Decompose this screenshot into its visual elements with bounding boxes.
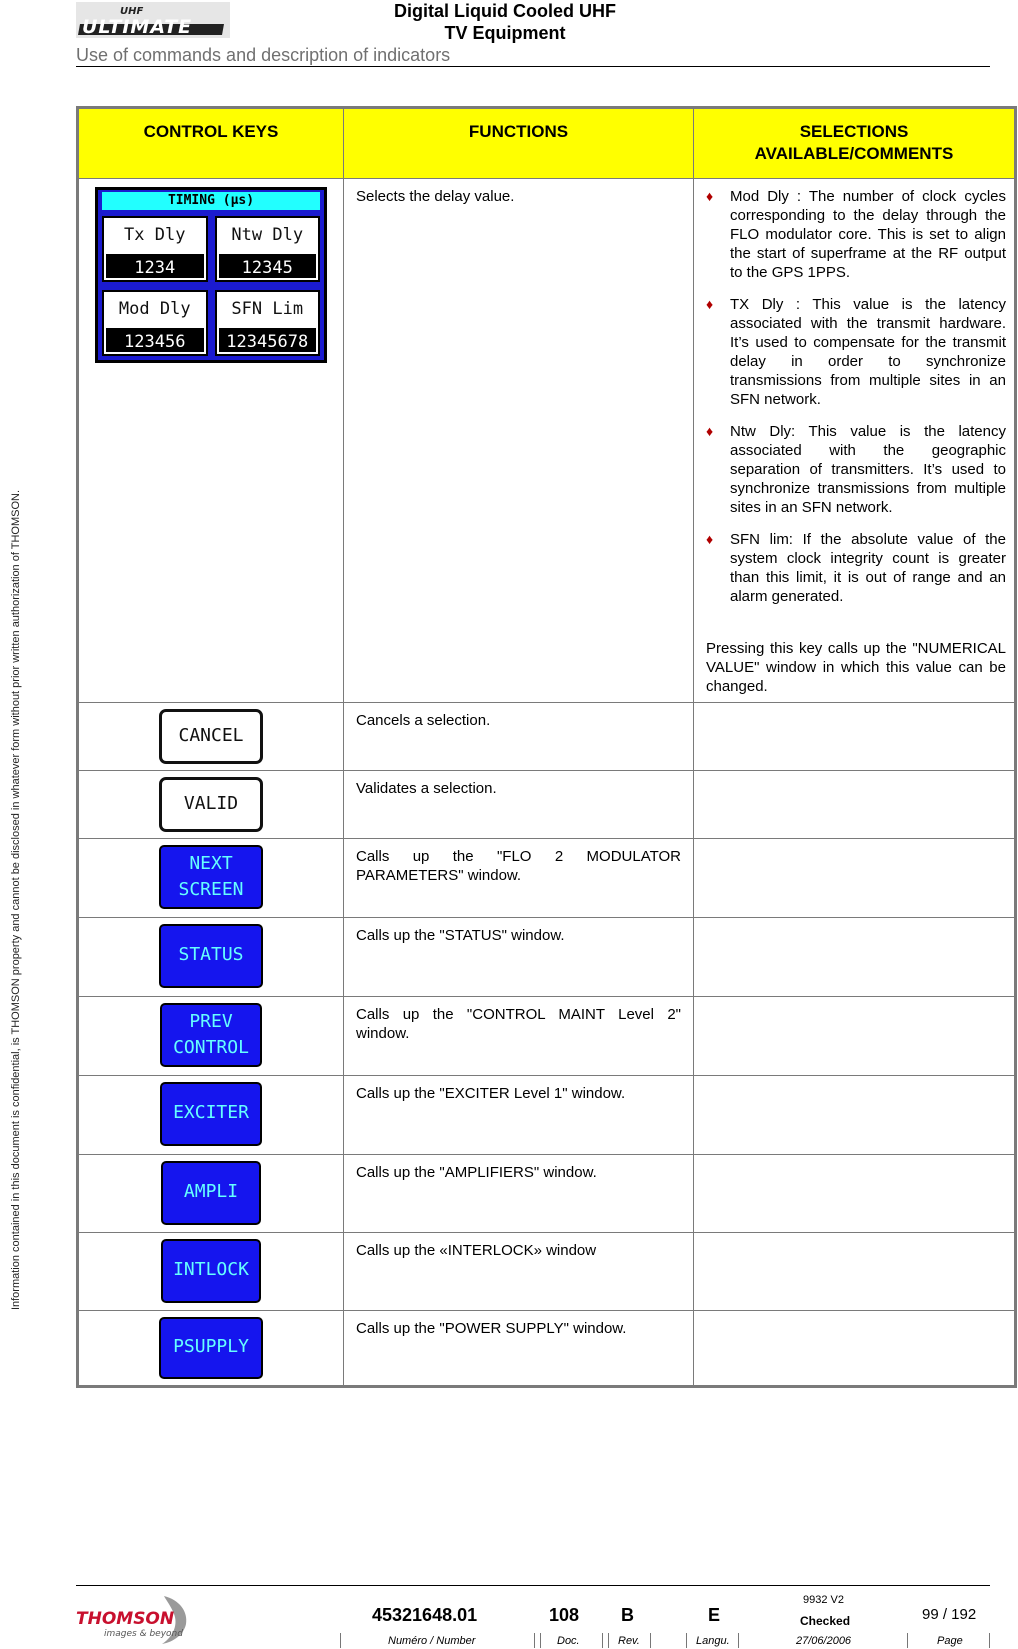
cancel-function: Cancels a selection. [344, 703, 694, 771]
timing-panel[interactable] [95, 187, 327, 363]
table-row [78, 997, 1016, 1076]
prev-control-key-cell [78, 997, 344, 1076]
footer-labels [340, 1633, 990, 1649]
diamond-bullet-icon: ♦ [706, 423, 714, 439]
timing-panel-title: TIMING (µs) [102, 192, 320, 210]
list-item: ♦ Mod Dly : The number of clock cycles corresponding to the delay through the FLO modulator core. This is set to align the start of superframe at the RF output to the GPS 1PPS. [706, 188, 1006, 281]
document-subtitle: Use of commands and description of indicators [76, 45, 451, 65]
thomson-tagline-text: images & beyond [104, 1629, 183, 1639]
header-selections: SELECTIONS AVAILABLE/COMMENTS [694, 108, 1016, 179]
sfn-lim-cell[interactable] [215, 290, 321, 356]
ntw-dly-cell[interactable] [215, 216, 321, 282]
sfn-lim-label: SFN Lim [217, 292, 319, 326]
psupply-function: Calls up the "POWER SUPPLY" window. [344, 1311, 694, 1387]
list-item: ♦ TX Dly : This value is the latency associated with the transmit hardware. It’s used to compensate for the transmit delay in order to synchronize transmissions from multiple sites in an SFN network. [706, 296, 1006, 408]
mod-dly-label: Mod Dly [104, 292, 206, 326]
cancel-button[interactable]: CANCEL [159, 709, 263, 764]
footer-label-page: Page [937, 1635, 963, 1647]
prev-control-comments [694, 997, 1016, 1076]
intlock-button[interactable]: INTLOCK [161, 1239, 261, 1303]
footer-doc: 108 [549, 1605, 580, 1625]
table-row [78, 771, 1016, 839]
exciter-key-cell [78, 1076, 344, 1155]
ampli-comments [694, 1155, 1016, 1233]
diamond-bullet-icon: ♦ [706, 296, 714, 312]
next-screen-key-cell [78, 839, 344, 918]
table-row [78, 839, 1016, 918]
valid-comments [694, 771, 1016, 839]
footer-language: E [708, 1605, 721, 1625]
next-screen-comments [694, 839, 1016, 918]
confidentiality-note: Information contained in this document is confidential, is THOMSON property and cannot be disclosed in whatever form without prior written authorization of THOMSON. [10, 489, 22, 1311]
table-row [78, 703, 1016, 771]
logo-uhf-text: UHF [120, 6, 144, 17]
footer-label-lang: Langu. [696, 1635, 730, 1647]
psupply-comments [694, 1311, 1016, 1387]
ampli-function: Calls up the "AMPLIFIERS" window. [344, 1155, 694, 1233]
next-screen-function: Calls up the "FLO 2 MODULATOR PARAMETERS" window. [344, 839, 694, 918]
status-button[interactable]: STATUS [159, 924, 263, 988]
footer-rev: B [621, 1605, 634, 1625]
table-row [78, 179, 1016, 703]
footer-date: 27/06/2006 [796, 1635, 852, 1647]
status-function: Calls up the "STATUS" window. [344, 918, 694, 997]
logo-brand-text: ULTIMATE [82, 16, 193, 38]
table-header-row [78, 108, 1016, 179]
prev-control-function: Calls up the "CONTROL MAINT Level 2" window. [344, 997, 694, 1076]
exciter-comments [694, 1076, 1016, 1155]
thomson-company-text: THOMSON [76, 1609, 175, 1629]
list-item: ♦ SFN lim: If the absolute value of the system clock integrity count is greater than this limit, it is out of range and an alarm generated. [706, 531, 1006, 605]
ntw-dly-value: 12345 [217, 252, 319, 280]
timing-bullet-list [706, 187, 1006, 606]
ntw-dly-label: Ntw Dly [217, 218, 319, 252]
pressing-note: Pressing this key calls up the "NUMERICAL VALUE" window in which this value can be changed. [706, 640, 1006, 695]
status-comments [694, 918, 1016, 997]
intlock-comments [694, 1233, 1016, 1311]
timing-comments [694, 179, 1016, 703]
mod-dly-value: 123456 [104, 326, 206, 354]
table-row [78, 1155, 1016, 1233]
exciter-button[interactable]: EXCITER [160, 1082, 262, 1146]
cancel-key-cell [78, 703, 344, 771]
exciter-function: Calls up the "EXCITER Level 1" window. [344, 1076, 694, 1155]
header-functions: FUNCTIONS [344, 108, 694, 179]
valid-button[interactable]: VALID [159, 777, 263, 832]
intlock-function: Calls up the «INTERLOCK» window [344, 1233, 694, 1311]
header-divider [76, 66, 990, 67]
status-key-cell [78, 918, 344, 997]
diamond-bullet-icon: ♦ [706, 188, 714, 204]
ultimate-logo [76, 2, 230, 38]
valid-key-cell [78, 771, 344, 839]
timing-key-cell [78, 179, 344, 703]
control-keys-table [76, 106, 1017, 1388]
psupply-key-cell [78, 1311, 344, 1387]
cancel-comments [694, 703, 1016, 771]
document-title: Digital Liquid Cooled UHF TV Equipment [394, 1, 616, 43]
footer-label-rev: Rev. [618, 1635, 640, 1647]
diamond-bullet-icon: ♦ [706, 531, 714, 547]
footer-label-number: Numéro / Number [388, 1635, 476, 1647]
header-control-keys: CONTROL KEYS [78, 108, 344, 179]
table-row [78, 918, 1016, 997]
thomson-logo [76, 1590, 192, 1646]
list-item: ♦ Ntw Dly: This value is the latency associated with the geographic separation of transmitters. It’s used to synchronize transmissions from multiple sites in an SFN network. [706, 423, 1006, 516]
ampli-button[interactable]: AMPLI [161, 1161, 261, 1225]
footer-label-doc: Doc. [557, 1635, 580, 1647]
valid-function: Validates a selection. [344, 771, 694, 839]
table-row [78, 1233, 1016, 1311]
footer-checked: Checked [800, 1614, 851, 1628]
footer-version: 9932 V2 [803, 1594, 844, 1606]
tx-dly-value: 1234 [104, 252, 206, 280]
ampli-key-cell [78, 1155, 344, 1233]
prev-control-button[interactable]: PREV CONTROL [160, 1003, 262, 1067]
table-row [78, 1076, 1016, 1155]
sfn-lim-value: 12345678 [217, 326, 319, 354]
tx-dly-cell[interactable] [102, 216, 208, 282]
intlock-key-cell [78, 1233, 344, 1311]
mod-dly-cell[interactable] [102, 290, 208, 356]
table-row [78, 1311, 1016, 1387]
psupply-button[interactable]: PSUPPLY [159, 1317, 263, 1379]
tx-dly-label: Tx Dly [104, 218, 206, 252]
footer-page-number: 99 / 192 [922, 1606, 977, 1623]
footer-divider [76, 1585, 990, 1586]
timing-function: Selects the delay value. [344, 179, 694, 703]
footer-document-number: 45321648.01 [372, 1605, 478, 1625]
next-screen-button[interactable]: NEXT SCREEN [159, 845, 263, 909]
